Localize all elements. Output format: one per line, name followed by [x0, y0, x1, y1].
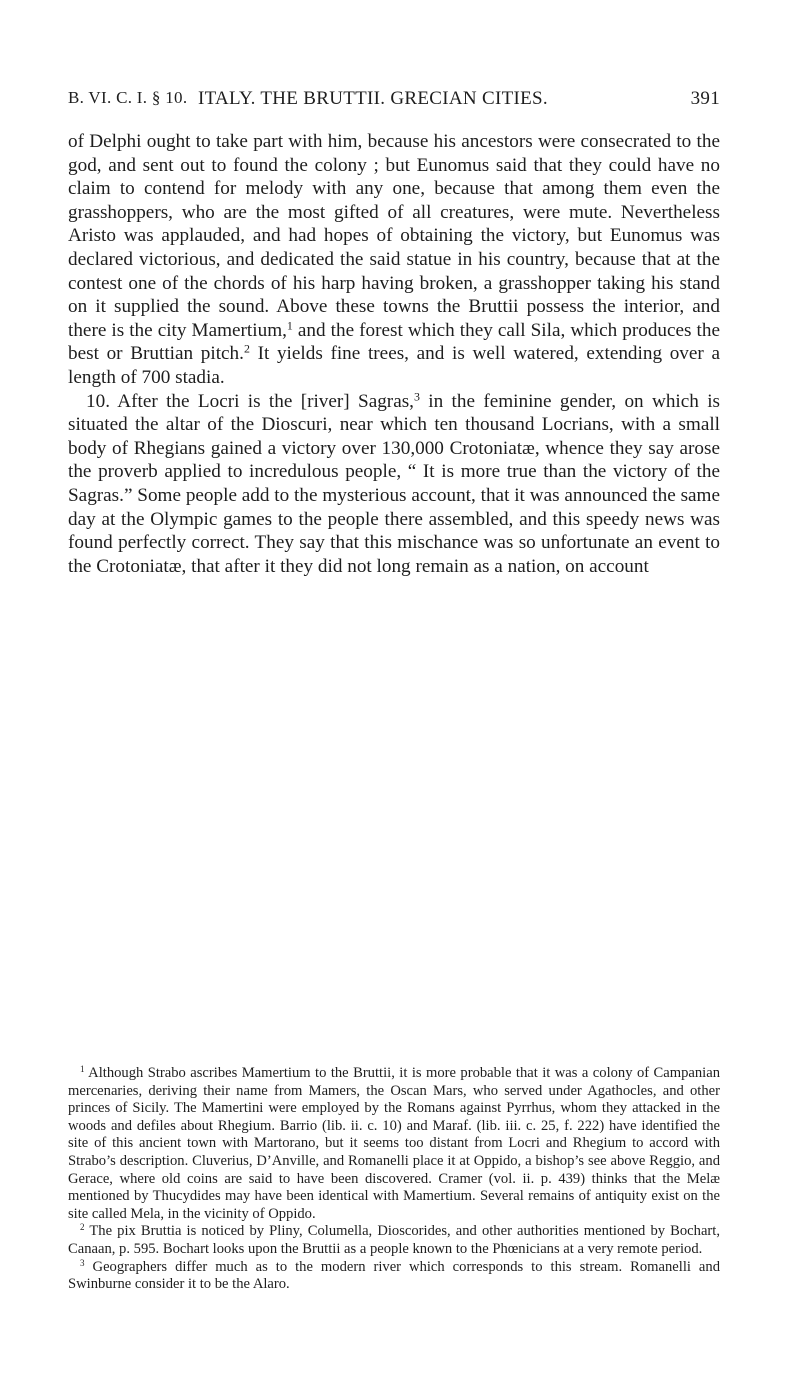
main-text — [68, 130, 720, 578]
text-run: It yields fine trees, and is well watered, extending over a length of 700 stadia. — [68, 343, 720, 388]
section-reference: B. VI. C. I. § 10. — [68, 88, 188, 107]
footnotes — [68, 1065, 720, 1294]
footnote-marker: 2 — [80, 1222, 85, 1233]
footnote-1 — [68, 1065, 720, 1223]
text-run: in the feminine gender, on which is situated the altar of the Dioscuri, near which ten thousand Locrians, with a small body of Rhegians gained a victory over 130,000 Crotoniatæ, whence they say arose the proverb applied to incredulous people, “ It is more true than the victory of the Sagras.” Some people add to the mysterious account, that it was announced the same day at the Olympic games to the people there assembled, and this speedy news was found perfectly correct. They say that this mischance was so unfortunate an event to the Crotoniatæ, that after it they did not long remain as a nation, on account — [68, 390, 720, 577]
footnote-ref-2[interactable]: 2 — [243, 341, 250, 356]
text-run: and the forest which they call Sila, which produces the best or Bruttian pitch. — [68, 319, 720, 365]
footnote-text: Geographers differ much as to the modern river which corresponds to this stream. Romanelli and Swinburne consider it to be the Alaro. — [68, 1258, 720, 1293]
paragraph-2 — [68, 390, 720, 579]
footnote-2 — [68, 1223, 720, 1258]
footnote-ref-1[interactable]: 1 — [286, 318, 293, 333]
footnote-marker: 1 — [80, 1064, 85, 1075]
footnote-text: Although Strabo ascribes Mamertium to the Bruttii, it is more probable that it was a colony of Campanian mercenaries, deriving their name from Mamers, the Oscan Mars, who served under Agathocles, and other princes of Sicily. The Mamertini were employed by the Romans against Pyrrhus, whom they attacked in the woods and defiles about Rhegium. Barrio (lib. ii. c. 10) and Maraf. (lib. iii. c. 25, f. 222) have identified the site of this ancient town with Martorano, but it seems too distant from Locri and Rhegium to accord with Strabo’s description. Cluverius, D’Anville, and Romanelli place it at Oppido, a bishop’s see above Reggio, and Gerace, where old coins are said to have been discovered. Cramer (vol. ii. p. 439) thinks that the Melæ mentioned by Thucydides may have been identical with Mamertium. Several remains of antiquity exist on the site called Mela, in the vicinity of Oppido. — [68, 1065, 721, 1222]
paragraph-1 — [68, 130, 720, 390]
footnote-text: The pix Bruttia is noticed by Pliny, Columella, Dioscorides, and other authorities mentioned by Bochart, Canaan, p. 595. Bochart looks upon the Bruttii as a people known to the Phœnicians at a very remote period. — [68, 1223, 720, 1257]
footnote-3 — [68, 1259, 720, 1294]
footnote-marker: 3 — [80, 1257, 85, 1268]
page-number: 391 — [690, 88, 720, 109]
text-run: 10. After the Locri is the [river] Sagras, — [86, 390, 414, 412]
footnote-ref-3[interactable]: 3 — [413, 388, 420, 403]
text-run: of Delphi ought to take part with him, because his ancestors were consecrated to the god, and sent out to found the colony ; but Eunomus said that they could have no claim to contend for melody with any one, because that among them even the grasshoppers, who are the most gifted of all creatures, were mute. Nevertheless Aristo was applauded, and had hopes of obtaining the victory, but Eunomus was declared victorious, and dedicated the said statue in his country, because that at the contest one of the chords of his harp having broken, a grasshopper taking his stand on it supplied the sound. Above these towns the Bruttii possess the interior, and there is the city Mamertium, — [68, 131, 720, 341]
running-title: ITALY. THE BRUTTII. GRECIAN CITIES. — [198, 88, 548, 109]
